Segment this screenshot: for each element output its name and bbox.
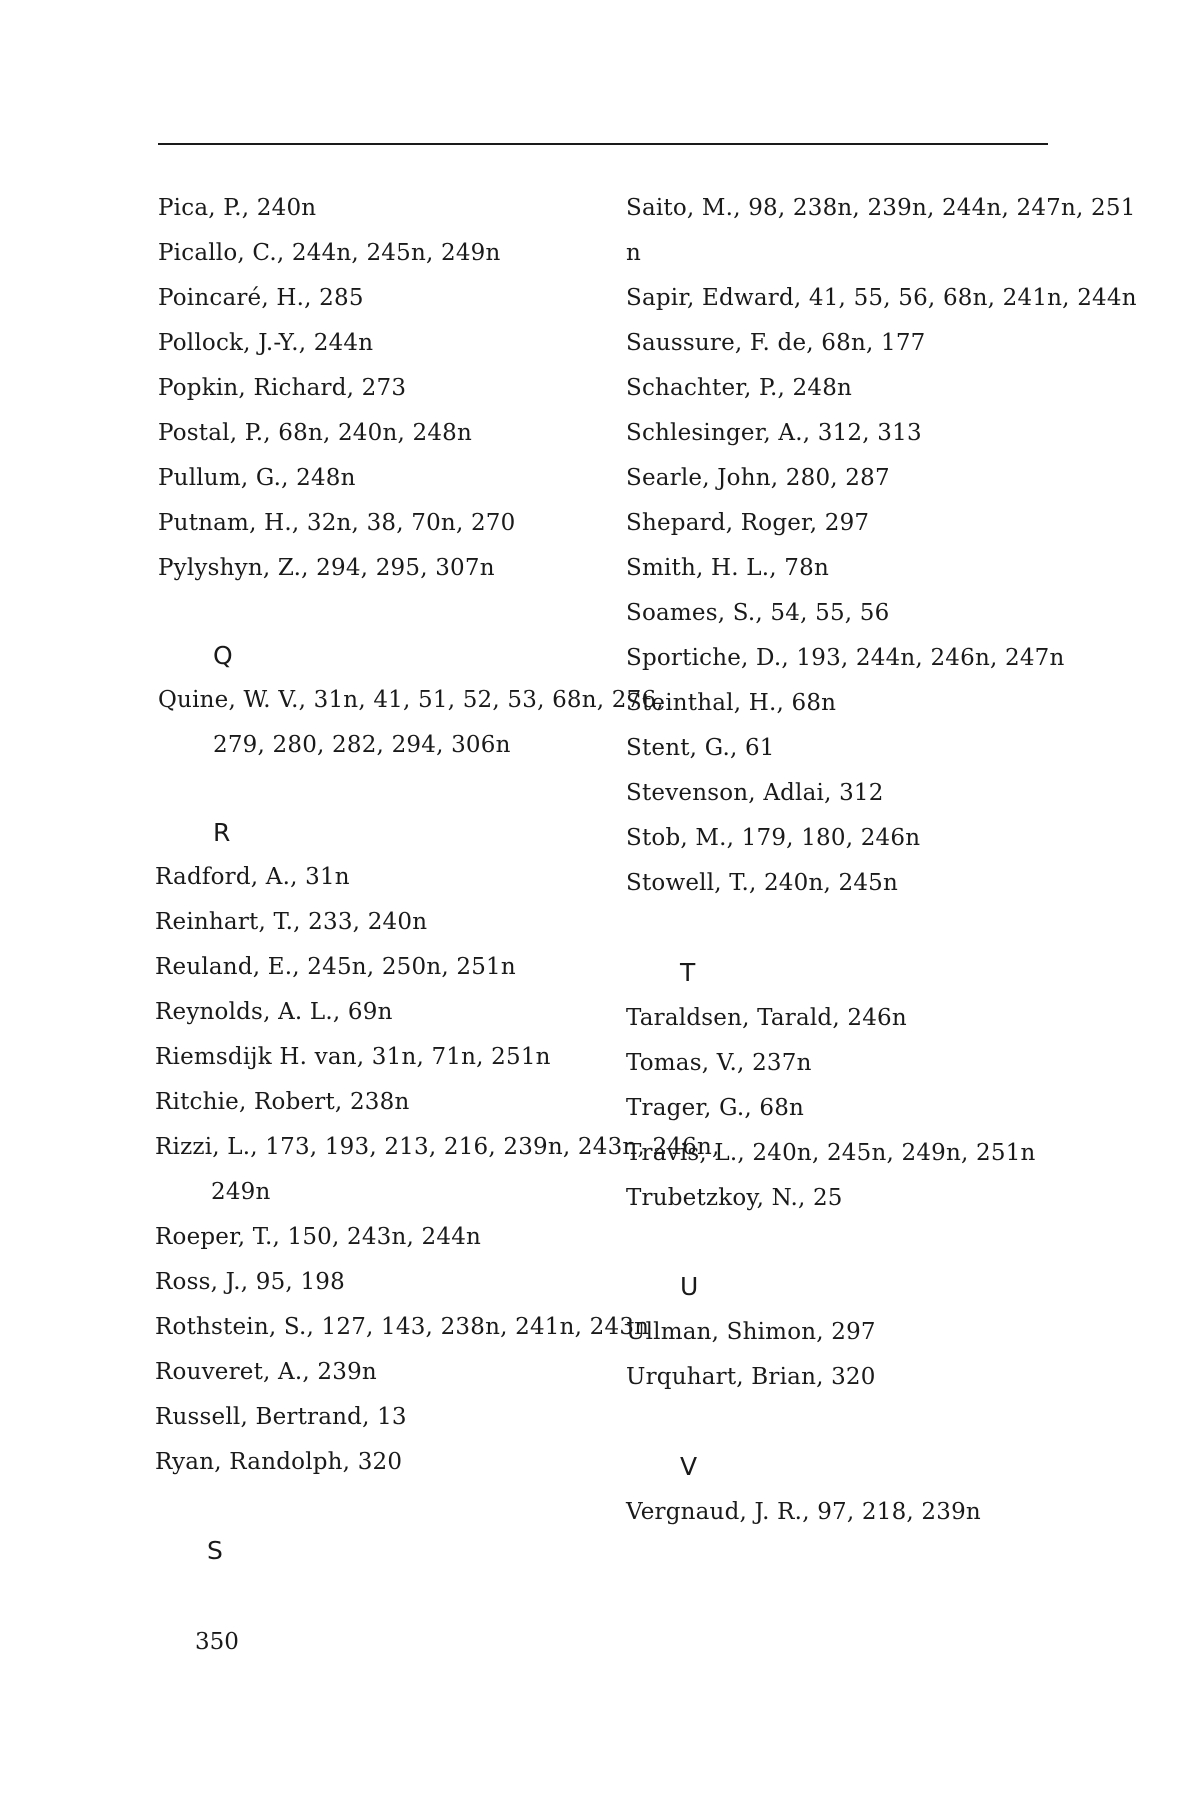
index-entry: Radford, A., 31n [155, 864, 350, 890]
section-heading-t: T [680, 958, 696, 987]
index-entry: Ritchie, Robert, 238n [155, 1089, 410, 1115]
index-entry: Rouveret, A., 239n [155, 1359, 377, 1385]
index-entry: Stowell, T., 240n, 245n [626, 870, 899, 896]
index-entry: Urquhart, Brian, 320 [626, 1364, 876, 1390]
index-entry: Reuland, E., 245n, 250n, 251n [155, 954, 516, 980]
index-entry: Pica, P., 240n [158, 195, 317, 221]
section-heading-r: R [213, 818, 231, 847]
index-entry: Riemsdijk H. van, 31n, 71n, 251n [155, 1044, 551, 1070]
header-rule [158, 143, 1048, 145]
index-entry: Saussure, F. de, 68n, 177 [626, 330, 926, 356]
index-entry: Quine, W. V., 31n, 41, 51, 52, 53, 68n, 276, [158, 687, 664, 713]
section-heading-q: Q [213, 641, 233, 670]
page-number: 350 [195, 1629, 239, 1655]
index-entry: Vergnaud, J. R., 97, 218, 239n [626, 1499, 981, 1525]
index-entry: Putnam, H., 32n, 38, 70n, 270 [158, 510, 516, 536]
index-entry: Rizzi, L., 173, 193, 213, 216, 239n, 243n, 246n, [155, 1134, 720, 1160]
index-entry: Rothstein, S., 127, 143, 238n, 241n, 243n [155, 1314, 650, 1340]
index-entry: Postal, P., 68n, 240n, 248n [158, 420, 473, 446]
index-entry: Trubetzkoy, N., 25 [626, 1185, 843, 1211]
index-entry: Reynolds, A. L., 69n [155, 999, 393, 1025]
index-entry: Picallo, C., 244n, 245n, 249n [158, 240, 501, 266]
index-entry: Stevenson, Adlai, 312 [626, 780, 884, 806]
index-entry: Saito, M., 98, 238n, 239n, 244n, 247n, 251 [626, 195, 1136, 221]
index-entry: Soames, S., 54, 55, 56 [626, 600, 890, 626]
index-entry: Sapir, Edward, 41, 55, 56, 68n, 241n, 244n [626, 285, 1137, 311]
index-entry: Reinhart, T., 233, 240n [155, 909, 428, 935]
section-heading-s: S [207, 1536, 223, 1565]
index-entry: Popkin, Richard, 273 [158, 375, 407, 401]
index-entry: Stob, M., 179, 180, 246n [626, 825, 921, 851]
index-entry: Taraldsen, Tarald, 246n [626, 1005, 907, 1031]
index-entry: Shepard, Roger, 297 [626, 510, 870, 536]
index-entry-continuation: 279, 280, 282, 294, 306n [213, 732, 511, 758]
index-entry: Pylyshyn, Z., 294, 295, 307n [158, 555, 495, 581]
index-entry: Ryan, Randolph, 320 [155, 1449, 403, 1475]
index-entry: Stent, G., 61 [626, 735, 775, 761]
index-entry: Ross, J., 95, 198 [155, 1269, 345, 1295]
section-heading-v: V [680, 1452, 698, 1481]
index-entry: Schlesinger, A., 312, 313 [626, 420, 922, 446]
index-entry: Travis, L., 240n, 245n, 249n, 251n [626, 1140, 1036, 1166]
index-entry: Tomas, V., 237n [626, 1050, 812, 1076]
index-entry: Poincaré, H., 285 [158, 285, 364, 311]
index-entry: Russell, Bertrand, 13 [155, 1404, 407, 1430]
index-entry: Smith, H. L., 78n [626, 555, 829, 581]
index-entry: Roeper, T., 150, 243n, 244n [155, 1224, 482, 1250]
index-entry: Ullman, Shimon, 297 [626, 1319, 876, 1345]
index-entry: Pollock, J.-Y., 244n [158, 330, 374, 356]
index-entry: Sportiche, D., 193, 244n, 246n, 247n [626, 645, 1065, 671]
index-entry: Schachter, P., 248n [626, 375, 853, 401]
section-heading-u: U [680, 1272, 699, 1301]
index-entry: Pullum, G., 248n [158, 465, 356, 491]
index-entry-continuation: n [626, 240, 642, 266]
index-entry-continuation: 249n [211, 1179, 271, 1205]
index-entry: Trager, G., 68n [626, 1095, 805, 1121]
index-entry: Searle, John, 280, 287 [626, 465, 890, 491]
index-entry: Steinthal, H., 68n [626, 690, 837, 716]
